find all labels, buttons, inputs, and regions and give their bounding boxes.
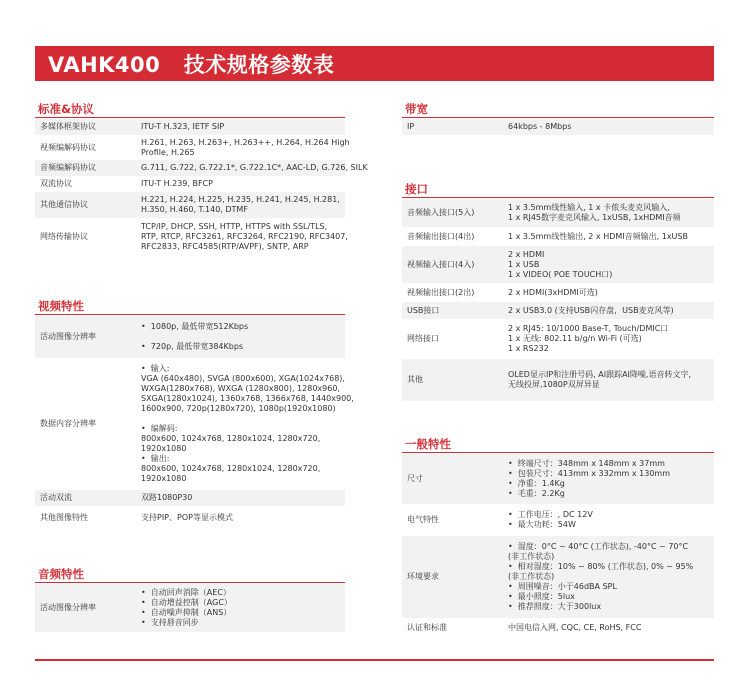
spec-value: 1 x 3.5mm线性输出, 2 x HDMI音频输出, 1xUSB xyxy=(508,231,688,241)
spec-label: 音频编解码协议 xyxy=(40,163,96,172)
spec-label: 视频编解码协议 xyxy=(40,142,96,152)
section-divider xyxy=(35,117,345,118)
spec-label: 活动双流 xyxy=(40,493,72,502)
spec-row xyxy=(402,536,714,618)
spec-value: • 1080p, 最低带宽512Kbps • 720p, 最低带宽384Kbps xyxy=(141,322,249,351)
spec-label: 音频输入接口(5入) xyxy=(407,208,475,217)
spec-value: 双路1080P30 xyxy=(141,493,193,502)
spec-label: 活动图像分辨率 xyxy=(40,603,96,612)
spec-value: • 湿度：0°C ~ 40°C (工作状态), -40°C ~ 70°C (非工作状态) • 相对湿度：10% ~ 80% (工作状态), 0% ~ 95% (非工作状态) • 周围噪音：小于46dBA SPL • 最小照度：5lux • 推荐照度：大于300lux xyxy=(508,542,694,611)
page-title: VAHK400 技术规格参数表 xyxy=(48,53,335,77)
spec-row xyxy=(402,302,714,319)
spec-value: 中国电信入网, CQC, CE, RoHS, FCC xyxy=(508,623,642,632)
section-divider xyxy=(402,197,714,198)
spec-label: 环境要求 xyxy=(407,572,439,581)
spec-value: 64kbps - 8Mbps xyxy=(508,122,572,131)
section-title-video: 视频特性 xyxy=(38,299,84,313)
spec-value: G.711, G.722, G.722.1*, G.722.1C*, AAC-LD, G.726, SILK xyxy=(141,163,368,172)
spec-row xyxy=(35,490,345,506)
spec-row xyxy=(35,584,345,632)
section-title-bandwidth: 带宽 xyxy=(405,102,428,116)
spec-value: • 工作电压：, DC 12V • 最大功耗：54W xyxy=(508,510,593,529)
spec-label: 其他 xyxy=(407,375,423,384)
spec-row xyxy=(35,506,345,530)
spec-row xyxy=(35,218,348,256)
section-title-interfaces: 接口 xyxy=(405,182,428,196)
spec-label: IP xyxy=(407,122,415,131)
spec-value: H.261, H.263, H.263+, H.263++, H.264, H.264 High Profile, H.265 xyxy=(141,137,350,157)
spec-label: 视频输入接口(4入) xyxy=(407,259,475,269)
spec-label: 数据内容分辨率 xyxy=(40,419,96,428)
section-title-general: 一般特性 xyxy=(405,437,451,451)
spec-value: ITU-T H.323, IETF SIP xyxy=(141,122,225,131)
footer-divider xyxy=(35,659,714,661)
spec-row xyxy=(402,319,714,359)
spec-row xyxy=(35,358,354,490)
spec-value: 2 x USB3.0 (支持USB闪存盘，USB麦克风等) xyxy=(508,305,674,315)
section-title-standards: 标准&协议 xyxy=(38,102,95,116)
spec-value: 2 x HDMI 1 x USB 1 x VIDEO( POE TOUCH口) xyxy=(508,249,613,279)
title-banner xyxy=(35,46,714,81)
spec-label: 音频输出接口(4出) xyxy=(407,231,475,241)
section-divider xyxy=(402,452,714,453)
spec-value: 2 x HDMI(3xHDMI可选) xyxy=(508,287,598,297)
spec-value: ITU-T H.239, BFCP xyxy=(141,179,213,188)
spec-row xyxy=(35,160,368,176)
spec-label: 网络传输协议 xyxy=(40,232,88,241)
spec-label: USB接口 xyxy=(407,305,440,315)
spec-row xyxy=(402,283,714,302)
spec-row xyxy=(402,119,714,135)
spec-row xyxy=(35,316,345,358)
section-divider xyxy=(35,582,345,583)
spec-row xyxy=(402,618,714,638)
spec-row xyxy=(402,504,714,536)
section-title-audio: 音频特性 xyxy=(38,567,84,581)
spec-value: H.221, H.224, H.225, H.235, H.241, H.245, H.281, H.350, H.460, T.140, DTMF xyxy=(141,195,340,214)
spec-label: 其他图像特性 xyxy=(40,513,88,522)
section-divider xyxy=(35,314,345,315)
spec-row xyxy=(402,199,714,227)
spec-label: 视频输出接口(2出) xyxy=(407,287,475,297)
spec-label: 其他通信协议 xyxy=(40,200,88,209)
spec-row xyxy=(35,135,350,160)
spec-row xyxy=(35,192,345,218)
spec-row xyxy=(402,246,714,283)
spec-value: • 自动回声消除（AEC） • 自动增益控制（AGC） • 自动噪声抑制（ANS） • 支持唇音同步 xyxy=(141,588,232,627)
spec-row xyxy=(35,119,345,135)
spec-value: 支持PIP、POP等显示模式 xyxy=(141,513,233,522)
spec-label: 认证和标准 xyxy=(407,623,447,632)
spec-row xyxy=(402,227,714,246)
spec-row xyxy=(402,359,714,401)
section-divider xyxy=(402,117,714,118)
spec-value: OLED显示IP和注册号码, AI跟踪AI降噪,语音转文字, 无线投屏,1080P双屏异显 xyxy=(508,370,691,389)
spec-value: • 终端尺寸：348mm x 148mm x 37mm • 包装尺寸：413mm x 332mm x 130mm • 净重：1.4Kg • 毛重：2.2Kg xyxy=(508,459,671,498)
spec-row xyxy=(35,176,345,192)
spec-value: • 输入: VGA (640x480), SVGA (800x600), XGA(1024x768), WXGA(1280x768), WXGA (1280x800), 1280x960, SXGA(1280x1024), 1360x768, 1366x768, 1440x900, 1600x900, 720p(1280x720), 1080p(1920x1080) • 编解码: 800x600, 1024x768, 1280x1024, 1280x720, 1920x1080 • 输出: 800x600, 1024x768, 1280x1024, 1280x720, 1920x1080 xyxy=(141,364,354,483)
spec-label: 多媒体框架协议 xyxy=(40,122,96,131)
spec-label: 网络接口 xyxy=(407,334,439,343)
spec-label: 尺寸 xyxy=(407,474,423,483)
spec-value: TCP/IP, DHCP, SSH, HTTP, HTTPS with SSL/TLS, RTP, RTCP, RFC3261, RFC3264, RFC2190, RFC3407, RFC2833, RFC4585(RTP/AVPF), SNTP, ARP xyxy=(141,222,348,251)
spec-row xyxy=(402,454,714,504)
spec-label: 电气特性 xyxy=(407,515,439,524)
spec-label: 双流协议 xyxy=(40,179,72,188)
spec-value: 2 x RJ45: 10/1000 Base-T, Touch/DMIC口 1 x 无线: 802.11 b/g/n Wi-Fi (可选) 1 x RS232 xyxy=(508,324,669,353)
spec-label: 活动图像分辨率 xyxy=(40,332,96,341)
spec-value: 1 x 3.5mm线性输入, 1 x 卡侬头麦克风输入, 1 x RJ45数字麦克风输入, 1xUSB, 1xHDMI音频 xyxy=(508,203,681,222)
